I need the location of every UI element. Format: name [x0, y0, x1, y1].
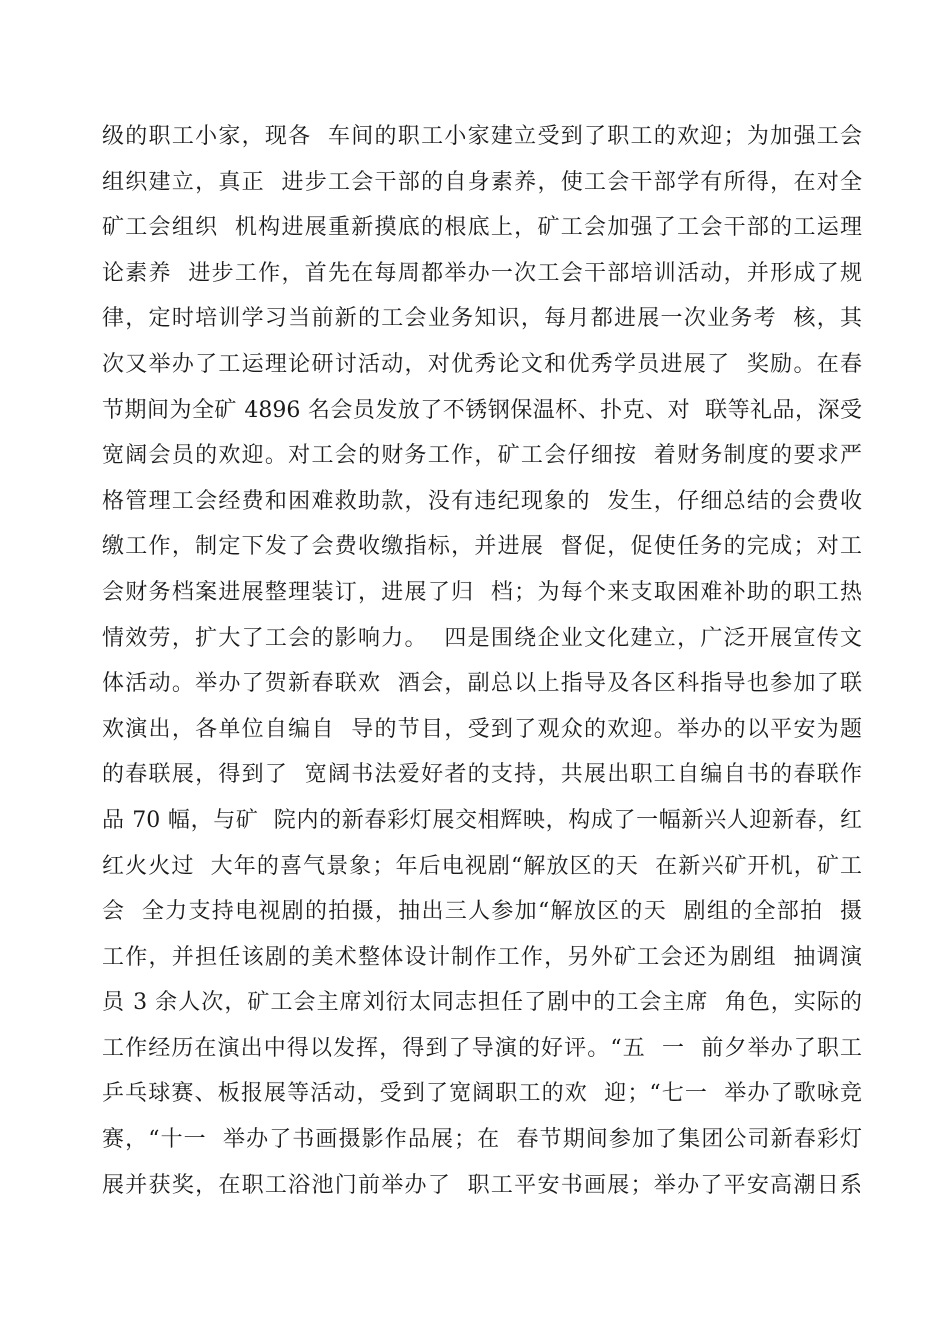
text-line: 展并获奖，在职工浴池门前举办了 职工平安书画展；举办了平安高潮日系 [102, 1172, 862, 1198]
text-line: 组织建立，真正 进步工会干部的自身素养，使工会干部学有所得，在对全 [102, 169, 862, 195]
text-line: 缴工作，制定下发了会费收缴指标，并进展 督促，促使任务的完成；对工 [102, 534, 862, 560]
text-line: 格管理工会经费和困难救助款，没有违纪现象的 发生，仔细总结的会费收 [102, 488, 862, 514]
text-line: 矿工会组织 机构进展重新摸底的根底上，矿工会加强了工会干部的工运理 [102, 215, 862, 241]
text-line: 员 3 余人次，矿工会主席刘衍太同志担任了剧中的工会主席 角色，实际的 [102, 990, 862, 1016]
text-line: 情效劳，扩大了工会的影响力。 四是围绕企业文化建立，广泛开展宣传文 [102, 625, 862, 651]
text-line: 宽阔会员的欢迎。对工会的财务工作，矿工会仔细按 着财务制度的要求严 [102, 443, 862, 469]
text-line: 体活动。举办了贺新春联欢 酒会，副总以上指导及各区科指导也参加了联 [102, 671, 862, 697]
text-line: 级的职工小家，现各 车间的职工小家建立受到了职工的欢迎；为加强工会 [102, 124, 862, 149]
text-line: 赛，“十一 举办了书画摄影作品展；在 春节期间参加了集团公司新春彩灯 [102, 1127, 862, 1153]
text-line: 节期间为全矿 4896 名会员发放了不锈钢保温杯、扑克、对 联等礼品，深受 [102, 397, 862, 423]
text-line: 论素养 进步工作，首先在每周都举办一次工会干部培训活动，并形成了规 [102, 260, 862, 286]
text-line: 红火火过 大年的喜气景象；年后电视剧“解放区的天 在新兴矿开机，矿工 [102, 853, 862, 879]
text-line: 欢演出，各单位自编自 导的节目，受到了观众的欢迎。举办的以平安为题 [102, 716, 862, 742]
text-line: 品 70 幅，与矿 院内的新春彩灯展交相辉映，构成了一幅新兴人迎新春，红 [102, 807, 862, 833]
text-line: 次又举办了工运理论研讨活动，对优秀论文和优秀学员进展了 奖励。在春 [102, 351, 862, 377]
body-paragraph [102, 114, 862, 1208]
text-line: 的春联展，得到了 宽阔书法爱好者的支持，共展出职工自编自书的春联作 [102, 762, 862, 788]
text-line: 会财务档案进展整理装订，进展了归 档；为每个来支取困难补助的职工热 [102, 579, 862, 605]
text-line: 会 全力支持电视剧的拍摄，抽出三人参加“解放区的天 剧组的全部拍 摄 [102, 899, 862, 925]
text-line: 律，定时培训学习当前新的工会业务知识，每月都进展一次业务考 核，其 [102, 306, 862, 332]
text-line: 工作经历在演出中得以发挥，得到了导演的好评。“五 一 前夕举办了职工 [102, 1035, 862, 1061]
text-line: 工作，并担任该剧的美术整体设计制作工作，另外矿工会还为剧组 抽调演 [102, 944, 862, 970]
text-line: 乒乓球赛、板报展等活动，受到了宽阔职工的欢 迎；“七一 举办了歌咏竞 [102, 1081, 862, 1107]
